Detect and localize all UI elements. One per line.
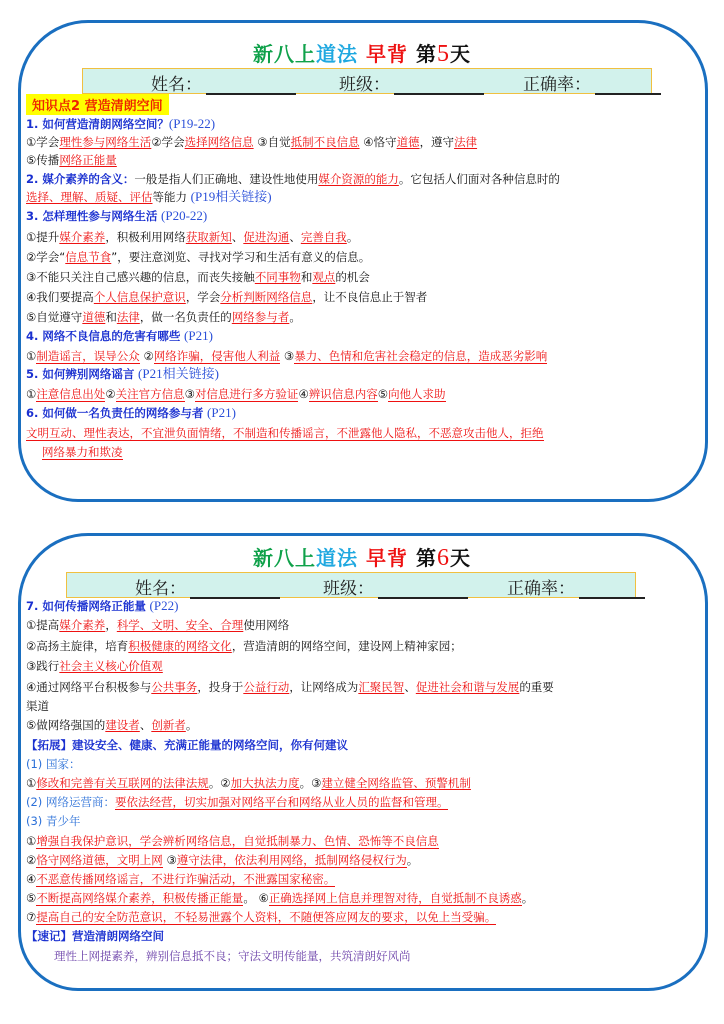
q1-heading: 1. 如何营造清朗网络空间？(P19-22): [26, 116, 216, 131]
q6-answer-2: 网络暴力和欺凌: [42, 445, 123, 459]
knowledge-point-tag: 知识点2 营造清朗空间: [26, 94, 169, 115]
day5-title: 新八上道法 早背 第5天: [253, 41, 471, 67]
q1-answer-2: ⑤传播网络正能量: [26, 153, 117, 167]
class-field[interactable]: 班级：: [339, 70, 484, 95]
ext-country-answer: ①修改和完善有关互联网的法律法规。②加大执法力度。③建立健全网络监管、预警机制: [26, 776, 471, 790]
q3-answer-2: ②学会“信息节食”，要注意浏览、寻找对学习和生活有意义的信息。: [26, 250, 371, 264]
q6-heading: 6. 如何做一名负责任的网络参与者 (P21): [26, 405, 236, 420]
q4-answer: ①制造谣言，误导公众 ②网络诈骗，侵害他人利益 ③暴力、色情和危害社会稳定的信息，造成恶劣影响: [26, 349, 548, 363]
q7-answer-3: ③践行社会主义核心价值观: [26, 659, 163, 673]
accuracy-field[interactable]: 正确率：: [523, 70, 661, 95]
name-field[interactable]: 姓名：: [135, 574, 280, 599]
q6-answer-1: 文明互动、理性表达，不宜泄负面情绪，不制造和传播谣言，不泄露他人隐私，不恶意攻击他人，拒绝: [26, 426, 544, 440]
q7-answer-4: ④通过网络平台积极参与公共事务，投身于公益行动，让网络成为汇聚民智、促进社会和谐与发展的重要: [26, 680, 554, 694]
q3-answer-4: ④我们要提高个人信息保护意识，学会分析判断网络信息，让不良信息止于智者: [26, 290, 428, 304]
ext-youth-label: (3) 青少年: [26, 814, 81, 828]
q3-heading: 3. 怎样理性参与网络生活 (P20-22): [26, 208, 208, 223]
day6-title: 新八上道法 早背 第6天: [253, 545, 471, 571]
q7-answer-1: ①提高媒介素养，科学、文明、安全、合理使用网络: [26, 618, 290, 632]
day6-name-bar: [66, 572, 636, 598]
q7-heading: 7. 如何传播网络正能量 (P22): [26, 598, 179, 613]
name-field[interactable]: 姓名：: [151, 70, 296, 95]
ext-country-label: (1) 国家：: [26, 757, 81, 771]
q4-heading: 4. 网络不良信息的危害有哪些 (P21): [26, 328, 213, 343]
q5-answer: ①注意信息出处②关注官方信息③对信息进行多方验证④辨识信息内容⑤向他人求助: [26, 387, 446, 401]
q3-answer-1: ①提升媒介素养，积极利用网络获取新知、促进沟通、完善自我。: [26, 230, 359, 244]
ext-youth-2: ②恪守网络道德，文明上网 ③遵守法律，依法利用网络，抵制网络侵权行为。: [26, 853, 419, 867]
q7-answer-4-cont: 渠道: [26, 699, 49, 713]
q3-answer-3: ③不能只关注自己感兴趣的信息，而丧失接触不同事物和观点的机会: [26, 270, 370, 284]
ext-youth-4: ⑤不断提高网络媒介素养，积极传播正能量。 ⑥正确选择网上信息并理智对待，自觉抵制不良诱惑。: [26, 891, 534, 905]
ext-operator: (2) 网络运营商：要依法经营，切实加强对网络平台和网络从业人员的监督和管理。: [26, 795, 449, 809]
ext-youth-3: ④不恶意传播网络谣言，不进行诈骗活动，不泄露国家秘密。: [26, 872, 336, 886]
q2-answer: 选择、理解、质疑、评估等能力 (P19相关链接): [26, 189, 272, 204]
accuracy-field[interactable]: 正确率：: [507, 574, 645, 599]
q3-answer-5: ⑤自觉遵守道德和法律，做一名负责任的网络参与者。: [26, 310, 301, 324]
quick-memo-text: 理性上网提素养，辨别信息抵不良；守法文明传能量，共筑清朗好风尚: [54, 949, 411, 963]
day5-name-bar: [82, 68, 652, 94]
q7-answer-5: ⑤做网络强国的建设者、创新者。: [26, 718, 198, 732]
ext-youth-1: ①增强自我保护意识，学会辨析网络信息，自觉抵制暴力、色情、恐怖等不良信息: [26, 834, 439, 848]
q5-heading: 5. 如何辨别网络谣言 (P21相关链接): [26, 366, 219, 381]
q1-answer-1: ①学会理性参与网络生活②学会选择网络信息 ③自觉抵制不良信息 ④恪守道德，遵守法律: [26, 135, 478, 149]
class-field[interactable]: 班级：: [323, 574, 468, 599]
extension-heading: 【拓展】建设安全、健康、充满正能量的网络空间，你有何建议: [26, 738, 348, 752]
q7-answer-2: ②高扬主旋律，培育积极健康的网络文化，营造清朗的网络空间，建设网上精神家园；: [26, 639, 462, 653]
q2-heading: 2. 媒介素养的含义：一般是指人们正确地、建设性地使用媒介资源的能力。它包括人们面对各种信息时的: [26, 172, 560, 186]
quick-memo-heading: 【速记】营造清朗网络空间: [26, 929, 164, 943]
ext-youth-5: ⑦提高自己的安全防范意识，不轻易泄露个人资料，不随便答应网友的要求，以免上当受骗。: [26, 910, 497, 924]
